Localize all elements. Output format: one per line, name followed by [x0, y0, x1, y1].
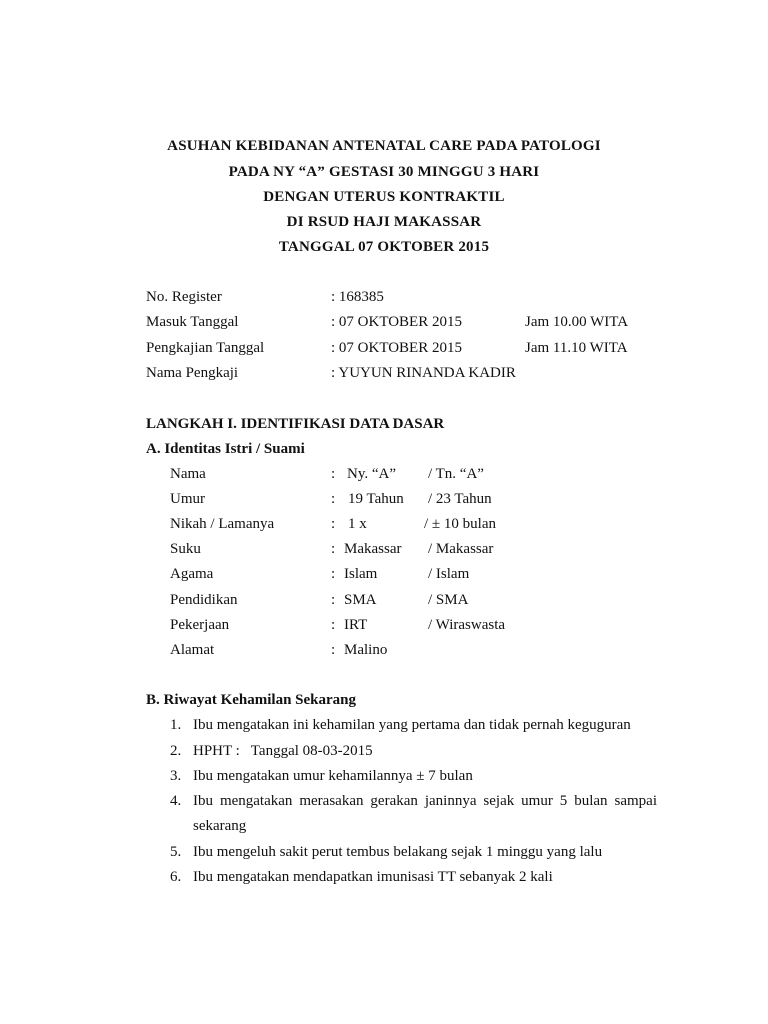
list-item: Ibu mengeluh sakit perut tembus belakang sejak 1 minggu yang lalu	[193, 844, 603, 860]
identity-colon: :	[331, 466, 336, 482]
identity-istri: Ny. “A”	[347, 466, 397, 482]
list-item-number: 4.	[170, 793, 182, 809]
identity-istri: Malino	[344, 642, 388, 658]
section-a-heading: A. Identitas Istri / Suami	[146, 441, 305, 457]
pengkajian-tanggal-value: : 07 OKTOBER 2015	[331, 340, 462, 356]
pengkajian-tanggal-label: Pengkajian Tanggal	[146, 340, 265, 356]
list-item: Ibu mengatakan merasakan gerakan janinnya sejak umur 5 bulan sampai	[193, 793, 657, 809]
section-b-heading: B. Riwayat Kehamilan Sekarang	[146, 692, 357, 708]
masuk-tanggal-label: Masuk Tanggal	[146, 314, 239, 330]
identity-istri: IRT	[344, 617, 368, 633]
identity-suami: / ± 10 bulan	[424, 516, 496, 532]
identity-label: Umur	[170, 491, 205, 507]
identity-suami: / Makassar	[428, 541, 494, 557]
list-item: HPHT : Tanggal 08-03-2015	[193, 743, 373, 759]
title-line-2: PADA NY “A” GESTASI 30 MINGGU 3 HARI	[228, 164, 540, 180]
nama-pengkaji-value: : YUYUN RINANDA KADIR	[331, 365, 516, 381]
list-item: Ibu mengatakan umur kehamilannya ± 7 bulan	[193, 768, 473, 784]
pengkajian-jam: Jam 11.10 WITA	[525, 340, 628, 356]
title-line-1: ASUHAN KEBIDANAN ANTENATAL CARE PADA PATOLOGI	[167, 138, 601, 154]
identity-colon: :	[331, 617, 336, 633]
identity-label: Nama	[170, 466, 206, 482]
identity-istri: Makassar	[344, 541, 402, 557]
masuk-tanggal-value: : 07 OKTOBER 2015	[331, 314, 462, 330]
identity-suami: / Islam	[428, 566, 470, 582]
identity-suami: / SMA	[428, 592, 469, 608]
langkah-heading: LANGKAH I. IDENTIFIKASI DATA DASAR	[146, 416, 445, 432]
identity-suami: / 23 Tahun	[428, 491, 492, 507]
identity-label: Pendidikan	[170, 592, 238, 608]
list-item-number: 2.	[170, 743, 182, 759]
identity-label: Agama	[170, 566, 214, 582]
list-item-continuation: sekarang	[193, 818, 247, 834]
list-item: Ibu mengatakan mendapatkan imunisasi TT sebanyak 2 kali	[193, 869, 553, 885]
title-line-4: DI RSUD HAJI MAKASSAR	[286, 214, 482, 230]
identity-colon: :	[331, 566, 336, 582]
identity-label: Alamat	[170, 642, 215, 658]
identity-colon: :	[331, 642, 336, 658]
list-item-number: 1.	[170, 717, 182, 733]
identity-suami: / Wiraswasta	[428, 617, 506, 633]
title-line-5: TANGGAL 07 OKTOBER 2015	[278, 239, 490, 255]
list-item-number: 3.	[170, 768, 182, 784]
identity-label: Suku	[170, 541, 201, 557]
masuk-jam: Jam 10.00 WITA	[525, 314, 629, 330]
list-item-number: 5.	[170, 844, 182, 860]
no-register-value: : 168385	[331, 289, 384, 305]
identity-istri: SMA	[344, 592, 377, 608]
identity-istri: Islam	[344, 566, 378, 582]
identity-istri: 1 x	[348, 516, 367, 532]
nama-pengkaji-label: Nama Pengkaji	[146, 365, 239, 381]
identity-label: Pekerjaan	[170, 617, 230, 633]
identity-colon: :	[331, 592, 336, 608]
identity-colon: :	[331, 491, 336, 507]
no-register-label: No. Register	[146, 289, 222, 305]
identity-suami: / Tn. “A”	[428, 466, 484, 482]
list-item-number: 6.	[170, 869, 182, 885]
title-line-3: DENGAN UTERUS KONTRAKTIL	[263, 189, 505, 205]
identity-colon: :	[331, 516, 336, 532]
identity-colon: :	[331, 541, 336, 557]
list-item: Ibu mengatakan ini kehamilan yang pertama dan tidak pernah keguguran	[193, 717, 631, 733]
identity-istri: 19 Tahun	[348, 491, 404, 507]
identity-label: Nikah / Lamanya	[170, 516, 275, 532]
